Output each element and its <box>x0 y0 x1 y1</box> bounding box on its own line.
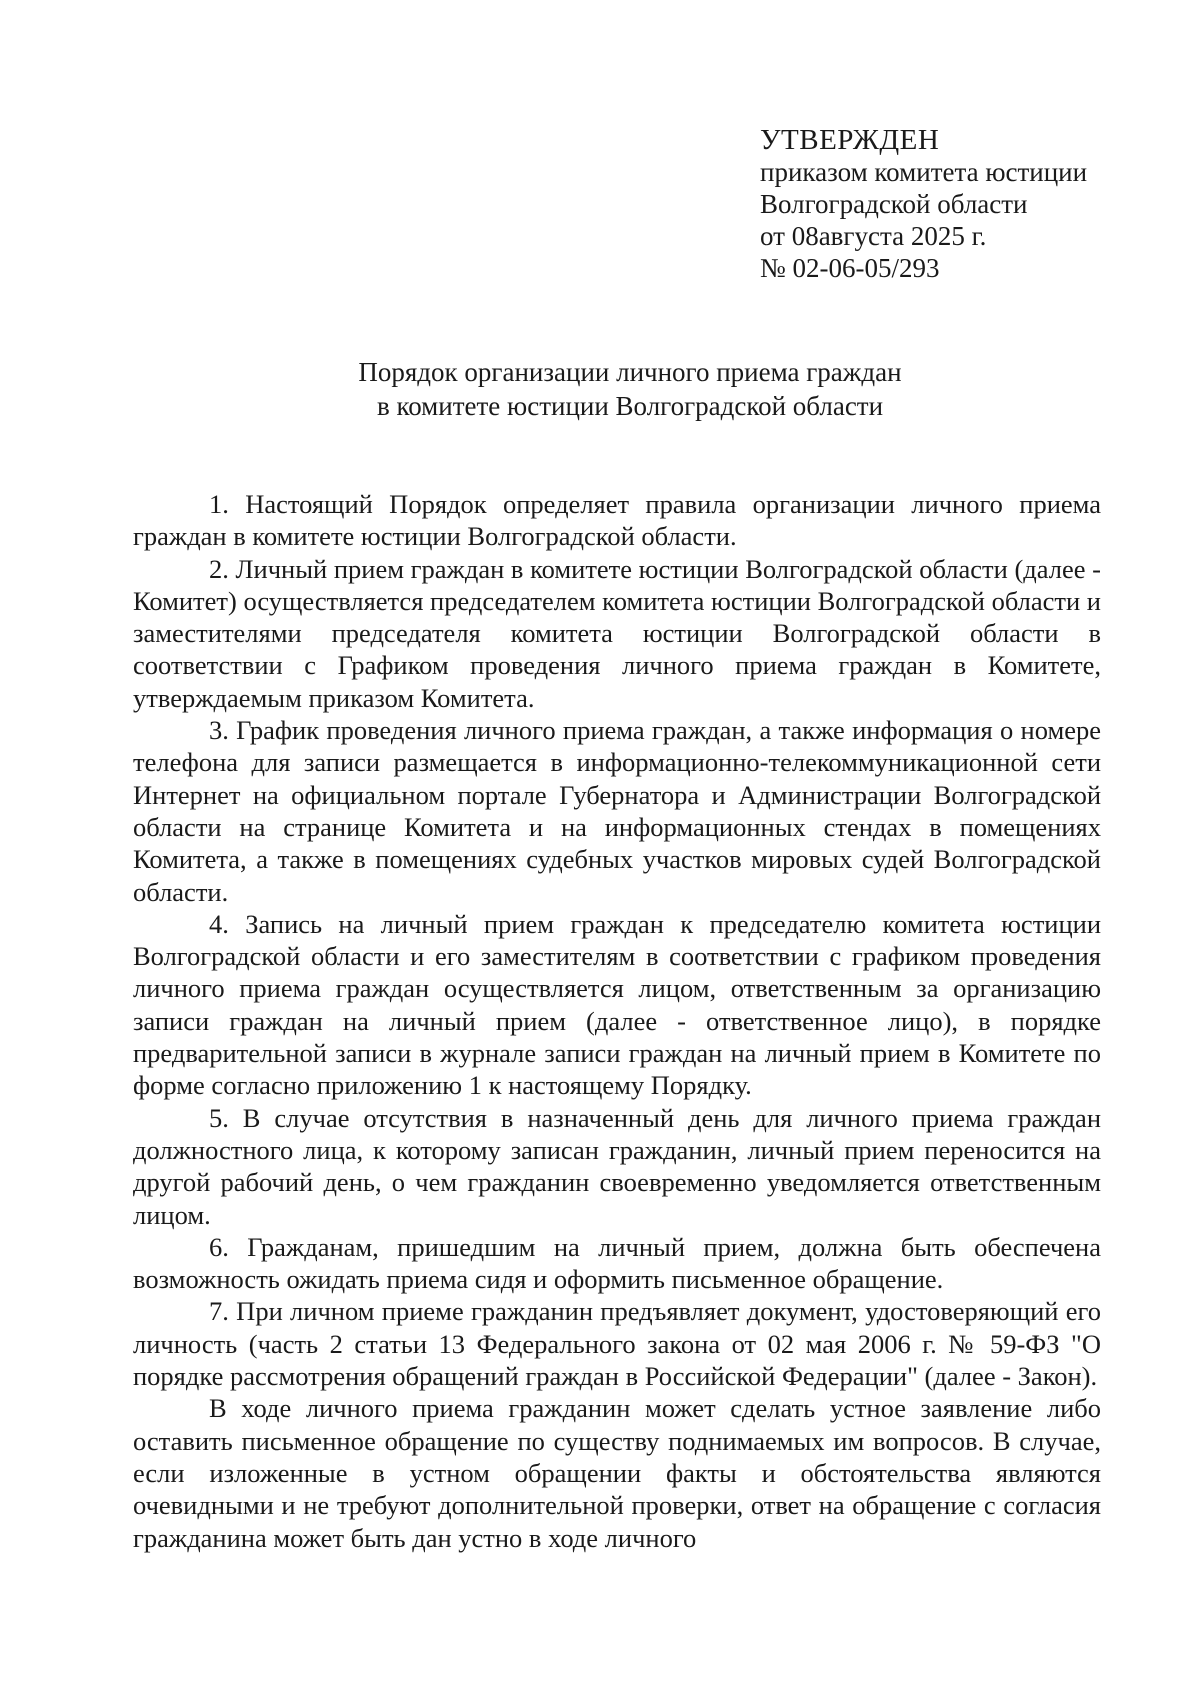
approval-date-line: от 08августа 2025 г. <box>760 221 987 251</box>
paragraph-3: 3. График проведения личного приема граждан, а также информация о номере телефона для записи размещается в информационно-телекоммуникационной сети Интернет на официальном портале Губернатора и Администрации Волгоградской области на странице Комитета и на информационных стендах в помещениях Комитета, а также в помещениях судебных участков мировых судей Волгоградской области. <box>133 715 1101 907</box>
paragraph-2: 2. Личный прием граждан в комитете юстиции Волгоградской области (далее - Комитет) осуществляется председателем комитета юстиции Волгоградской области и заместителями председателя комитета юстиции Волгоградской области в соответствии с Графиком проведения личного приема граждан в Комитете, утверждаемым приказом Комитета. <box>133 553 1101 713</box>
paragraph-5: 5. В случае отсутствия в назначенный день для личного приема граждан должностного лица, к которому записан гражданин, личный прием переносится на другой рабочий день, о чем гражданин своевременно уведомляется ответственным лицом. <box>133 1102 1101 1230</box>
paragraph-7: 7. При личном приеме гражданин предъявляет документ, удостоверяющий его личность (часть 2 статьи 13 Федерального закона от 02 мая 2006 г. № 59-ФЗ "О порядке рассмотрения обращений граждан в Российской Федерации" (далее - Закон). <box>133 1296 1101 1392</box>
approval-stamp <box>760 124 1180 284</box>
approval-title: УТВЕРЖДЕН <box>760 124 940 156</box>
approval-order-line: приказом комитета юстиции <box>760 157 1088 187</box>
paragraph-6: 6. Гражданам, пришедшим на личный прием, должна быть обеспечена возможность ожидать приема сидя и оформить письменное обращение. <box>133 1231 1101 1295</box>
paragraph-4: 4. Запись на личный прием граждан к председателю комитета юстиции Волгоградской области и его заместителям в соответствии с графиком проведения личного приема граждан осуществляется лицом, ответственным за организацию записи граждан на личный прием (далее - ответственное лицо), в порядке предварительной записи в журнале записи граждан на личный прием в Комитете по форме согласно приложению 1 к настоящему Порядку. <box>133 908 1101 1101</box>
document-title-line-2: в комитете юстиции Волгоградской области <box>376 391 884 421</box>
document-body <box>133 488 1101 1554</box>
document-title <box>130 355 1130 423</box>
approval-region-line: Волгоградской области <box>760 189 1028 219</box>
paragraph-8: В ходе личного приема гражданин может сделать устное заявление либо оставить письменное обращение по существу поднимаемых им вопросов. В случае, если изложенные в устном обращении факты и обстоятельства являются очевидными и не требуют дополнительной проверки, ответ на обращение с согласия гражданина может быть дан устно в ходе личного <box>133 1393 1101 1553</box>
paragraph-1: 1. Настоящий Порядок определяет правила организации личного приема граждан в комитете юстиции Волгоградской области. <box>133 489 1101 552</box>
approval-number-line: № 02-06-05/293 <box>760 253 940 283</box>
document-title-line-1: Порядок организации личного приема граждан <box>358 357 902 387</box>
